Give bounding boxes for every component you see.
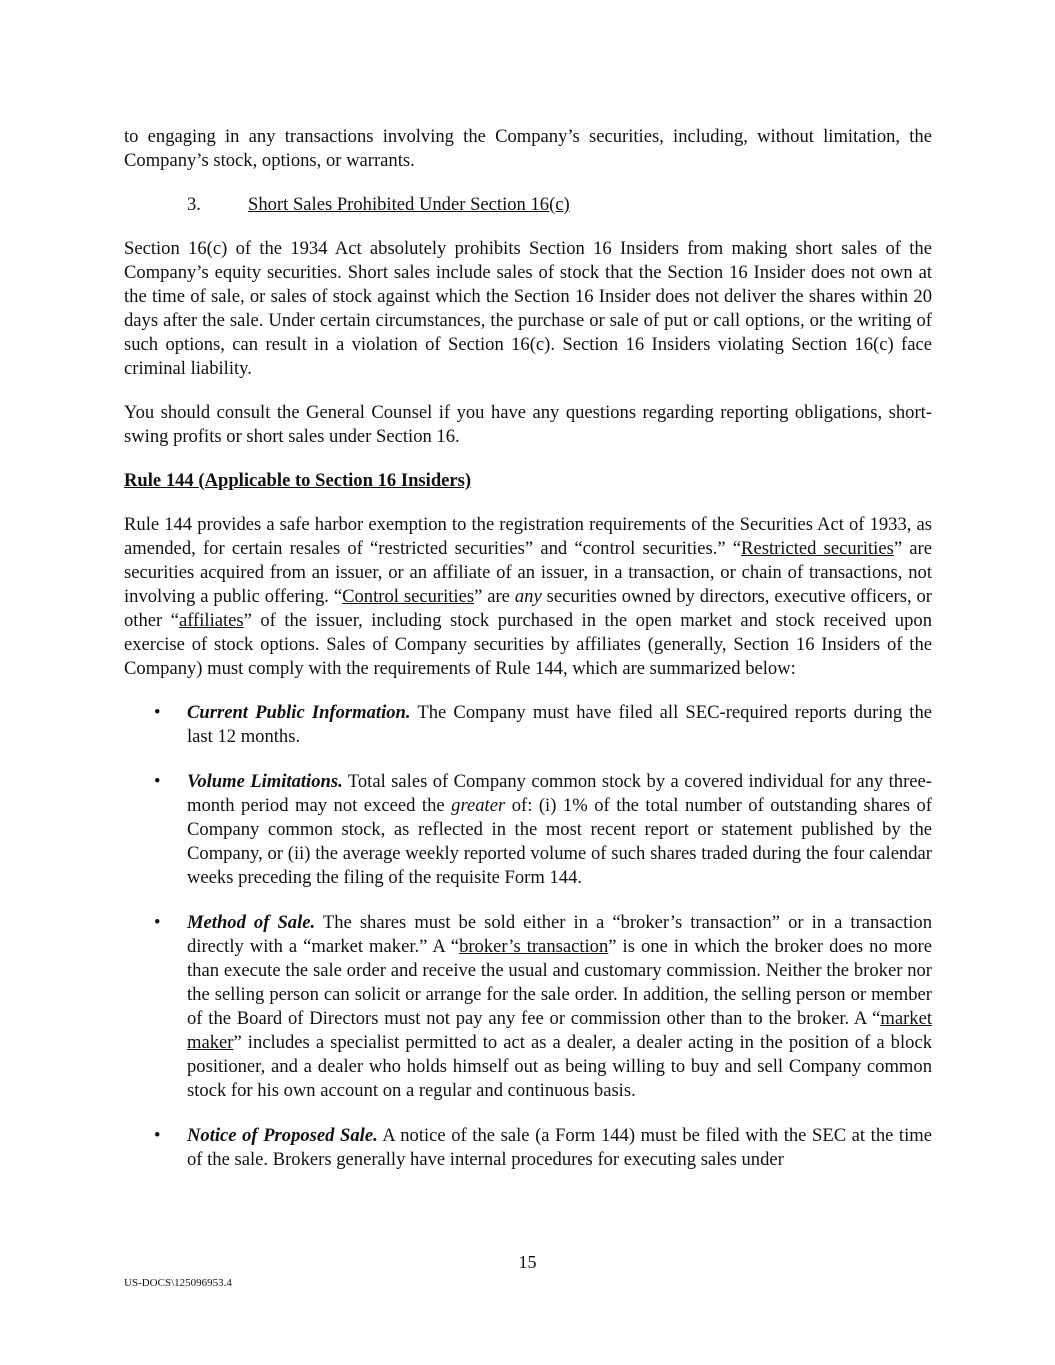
paragraph — [124, 401, 932, 449]
styled-text: Control securities — [342, 586, 475, 607]
paragraph — [124, 237, 932, 381]
text-run: ” are — [474, 586, 515, 607]
bullet-icon: • — [154, 912, 161, 933]
paragraph — [124, 125, 932, 173]
bullet-icon: • — [154, 771, 161, 792]
paragraph — [124, 513, 932, 681]
styled-text: Current Public Information. — [187, 702, 411, 723]
text-run: A notice of the sale (a Form 144) must be filed with the SEC at the time of the sale. Brokers generally have internal procedures for executing sales under — [187, 1125, 932, 1170]
styled-text: Volume Limitations. — [187, 771, 343, 792]
text-run: Total sales of Company common stock by a covered individual for any three-month period may not exceed the — [187, 771, 932, 816]
styled-text: broker’s transaction — [459, 936, 609, 957]
text-run: Section 16(c) of the 1934 Act absolutely prohibits Section 16 Insiders from making short sales of the Company’s equity securities. Short sales include sales of stock that the Section 16 Insider does not own at the time of sale, or sales of stock against which the Section 16 Insider does not deliver the shares within 20 days after the sale. Under certain circumstances, the purchase or sale of put or call options, or the writing of such options, can result in a violation of Section 16(c). Section 16 Insiders violating Section 16(c) face criminal liability. — [124, 238, 932, 379]
styled-text: market maker — [187, 1008, 932, 1053]
styled-text: greater — [451, 795, 506, 816]
text-run: ” includes a specialist permitted to act as a dealer, a dealer acting in the position of a block positioner, and a dealer who holds himself out as being willing to buy and sell Company common stock for his own account on a regular and continuous basis. — [187, 1032, 932, 1101]
document-id-footer: US-DOCS\125096953.4 — [124, 1277, 232, 1289]
text-run: to engaging in any transactions involving the Company’s securities, including, without limitation, the Company’s stock, options, or warrants. — [124, 126, 932, 171]
styled-text: Restricted securities — [741, 538, 894, 559]
styled-text: Rule 144 (Applicable to Section 16 Insiders) — [124, 470, 472, 491]
text-run: ” are securities acquired from an issuer, or an affiliate of an issuer, in a transaction, or chain of transactions, not involving a public offering. “ — [124, 538, 932, 607]
text-run: Rule 144 provides a safe harbor exemption to the registration requirements of the Securities Act of 1933, as amended, for certain resales of “restricted securities” and “control securities.” “ — [124, 514, 932, 559]
bullet-icon: • — [154, 1125, 161, 1146]
text-run: securities owned by directors, executive officers, or other “ — [124, 586, 932, 631]
text-run: The shares must be sold either in a “broker’s transaction” or in a transaction directly with a “market maker.” A “ — [187, 912, 932, 957]
bullet-icon: • — [154, 702, 161, 723]
section-number: 3. — [187, 194, 201, 215]
styled-text: affiliates — [178, 610, 244, 631]
page-number: 15 — [518, 1252, 537, 1272]
bullet-item — [124, 1124, 932, 1172]
text-run: ” of the issuer, including stock purchased in the open market and stock received upon exercise of stock options. Sales of Company securities by affiliates (generally, Section 16 Insiders of the Company) must comply with the requirements of Rule 144, which are summarized below: — [124, 610, 932, 679]
bullet-item — [124, 911, 932, 1103]
bullet-item — [124, 770, 932, 890]
text-run: The Company must have filed all SEC-required reports during the last 12 months. — [187, 702, 932, 747]
text-run: of: (i) 1% of the total number of outstanding shares of Company common stock, as reflected in the most recent report or statement published by the Company, or (ii) the average weekly reported volume of such shares traded during the four calendar weeks preceding the filing of the requisite Form 144. — [187, 795, 932, 888]
section-heading — [124, 469, 932, 493]
styled-text: Method of Sale. — [187, 912, 316, 933]
styled-text: Short Sales Prohibited Under Section 16(c) — [248, 194, 570, 215]
bullet-item — [124, 701, 932, 749]
styled-text: any — [514, 586, 542, 607]
text-run: ” is one in which the broker does no more than execute the sale order and receive the usual and customary commission. Neither the broker nor the selling person can solicit or arrange for the sale order. In addition, the selling person or member of the Board of Directors must not pay any fee or commission other than to the broker. A “ — [187, 936, 932, 1029]
text-run: You should consult the General Counsel if you have any questions regarding reporting obligations, short-swing profits or short sales under Section 16. — [124, 402, 932, 447]
styled-text: Notice of Proposed Sale. — [187, 1125, 378, 1146]
document-body — [124, 125, 932, 1193]
section-heading — [124, 193, 932, 217]
